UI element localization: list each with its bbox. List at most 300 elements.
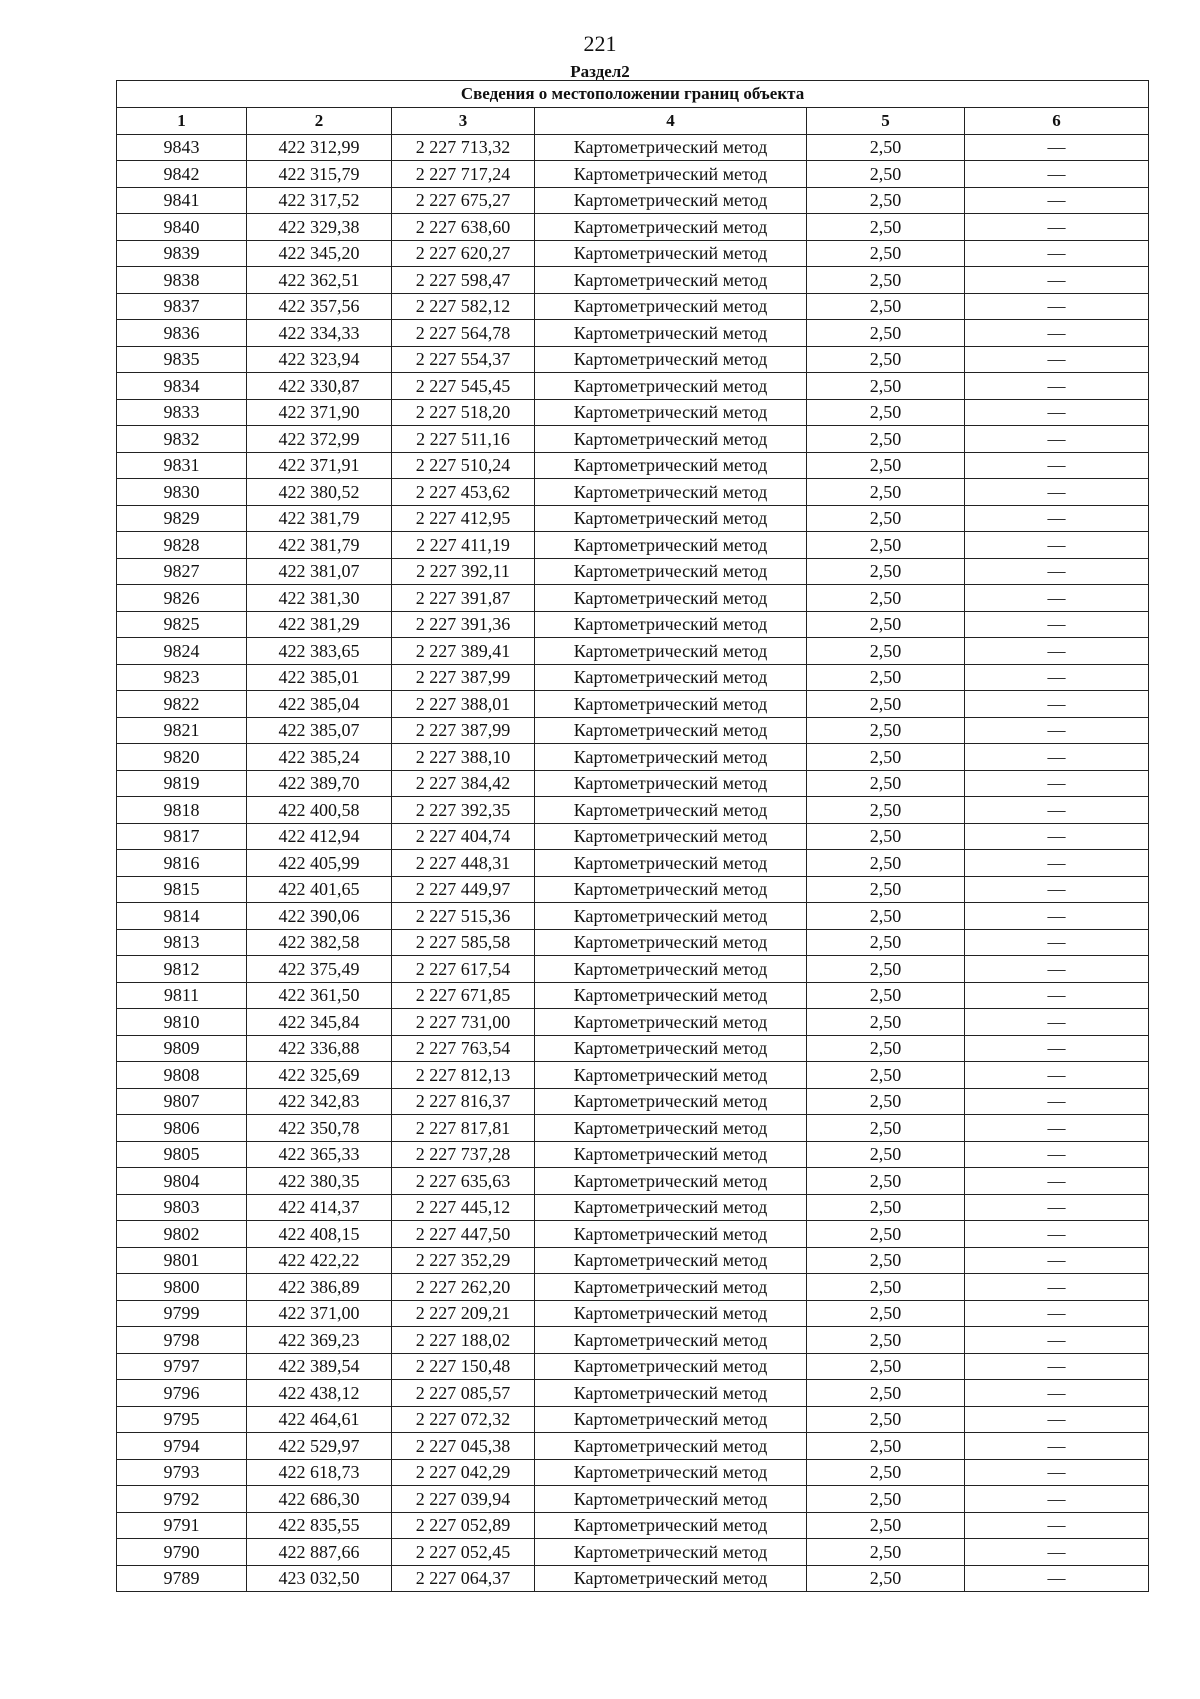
x-coordinate-cell: 422 618,73 (247, 1459, 392, 1486)
x-coordinate-cell: 422 414,37 (247, 1194, 392, 1221)
point-number-cell: 9823 (117, 664, 247, 691)
x-coordinate-cell: 422 385,24 (247, 744, 392, 771)
table-row (117, 1194, 1149, 1221)
method-cell: Картометрический метод (535, 134, 807, 161)
y-coordinate-cell: 2 227 262,20 (392, 1274, 535, 1301)
point-number-cell: 9835 (117, 346, 247, 373)
y-coordinate-cell: 2 227 052,89 (392, 1512, 535, 1539)
accuracy-cell: 2,50 (807, 187, 965, 214)
accuracy-cell: 2,50 (807, 1406, 965, 1433)
table-row (117, 532, 1149, 559)
point-number-cell: 9793 (117, 1459, 247, 1486)
x-coordinate-cell: 422 381,29 (247, 611, 392, 638)
description-cell: — (965, 558, 1149, 585)
y-coordinate-cell: 2 227 817,81 (392, 1115, 535, 1142)
column-header: 6 (965, 108, 1149, 135)
method-cell: Картометрический метод (535, 770, 807, 797)
description-cell: — (965, 1433, 1149, 1460)
table-row (117, 664, 1149, 691)
table-row (117, 452, 1149, 479)
table-row (117, 320, 1149, 347)
y-coordinate-cell: 2 227 391,87 (392, 585, 535, 612)
point-number-cell: 9798 (117, 1327, 247, 1354)
table-row (117, 797, 1149, 824)
description-cell: — (965, 1247, 1149, 1274)
accuracy-cell: 2,50 (807, 452, 965, 479)
method-cell: Картометрический метод (535, 929, 807, 956)
accuracy-cell: 2,50 (807, 558, 965, 585)
table-row (117, 1168, 1149, 1195)
method-cell: Картометрический метод (535, 823, 807, 850)
accuracy-cell: 2,50 (807, 373, 965, 400)
y-coordinate-cell: 2 227 064,37 (392, 1565, 535, 1592)
x-coordinate-cell: 422 350,78 (247, 1115, 392, 1142)
y-coordinate-cell: 2 227 731,00 (392, 1009, 535, 1036)
table-row (117, 426, 1149, 453)
point-number-cell: 9834 (117, 373, 247, 400)
table-row (117, 744, 1149, 771)
accuracy-cell: 2,50 (807, 1353, 965, 1380)
table-row (117, 293, 1149, 320)
y-coordinate-cell: 2 227 554,37 (392, 346, 535, 373)
column-header: 3 (392, 108, 535, 135)
point-number-cell: 9790 (117, 1539, 247, 1566)
table-row (117, 1433, 1149, 1460)
y-coordinate-cell: 2 227 518,20 (392, 399, 535, 426)
y-coordinate-cell: 2 227 085,57 (392, 1380, 535, 1407)
point-number-cell: 9826 (117, 585, 247, 612)
accuracy-cell: 2,50 (807, 903, 965, 930)
x-coordinate-cell: 422 371,90 (247, 399, 392, 426)
accuracy-cell: 2,50 (807, 399, 965, 426)
table-row (117, 1300, 1149, 1327)
y-coordinate-cell: 2 227 620,27 (392, 240, 535, 267)
method-cell: Картометрический метод (535, 1380, 807, 1407)
description-cell: — (965, 956, 1149, 983)
description-cell: — (965, 293, 1149, 320)
method-cell: Картометрический метод (535, 1035, 807, 1062)
method-cell: Картометрический метод (535, 664, 807, 691)
description-cell: — (965, 1565, 1149, 1592)
point-number-cell: 9818 (117, 797, 247, 824)
method-cell: Картометрический метод (535, 797, 807, 824)
table-row (117, 770, 1149, 797)
description-cell: — (965, 373, 1149, 400)
method-cell: Картометрический метод (535, 1168, 807, 1195)
point-number-cell: 9824 (117, 638, 247, 665)
accuracy-cell: 2,50 (807, 982, 965, 1009)
method-cell: Картометрический метод (535, 1009, 807, 1036)
method-cell: Картометрический метод (535, 161, 807, 188)
description-cell: — (965, 1035, 1149, 1062)
y-coordinate-cell: 2 227 388,01 (392, 691, 535, 718)
point-number-cell: 9838 (117, 267, 247, 294)
y-coordinate-cell: 2 227 392,35 (392, 797, 535, 824)
point-number-cell: 9828 (117, 532, 247, 559)
method-cell: Картометрический метод (535, 505, 807, 532)
point-number-cell: 9807 (117, 1088, 247, 1115)
point-number-cell: 9841 (117, 187, 247, 214)
accuracy-cell: 2,50 (807, 1512, 965, 1539)
y-coordinate-cell: 2 227 387,99 (392, 717, 535, 744)
description-cell: — (965, 479, 1149, 506)
point-number-cell: 9842 (117, 161, 247, 188)
point-number-cell: 9822 (117, 691, 247, 718)
x-coordinate-cell: 422 529,97 (247, 1433, 392, 1460)
x-coordinate-cell: 422 389,70 (247, 770, 392, 797)
description-cell: — (965, 214, 1149, 241)
method-cell: Картометрический метод (535, 1512, 807, 1539)
x-coordinate-cell: 422 386,89 (247, 1274, 392, 1301)
x-coordinate-cell: 422 382,58 (247, 929, 392, 956)
description-cell: — (965, 638, 1149, 665)
accuracy-cell: 2,50 (807, 744, 965, 771)
x-coordinate-cell: 422 405,99 (247, 850, 392, 877)
description-cell: — (965, 744, 1149, 771)
table-row (117, 399, 1149, 426)
y-coordinate-cell: 2 227 585,58 (392, 929, 535, 956)
accuracy-cell: 2,50 (807, 691, 965, 718)
x-coordinate-cell: 422 835,55 (247, 1512, 392, 1539)
table-row (117, 1035, 1149, 1062)
x-coordinate-cell: 422 336,88 (247, 1035, 392, 1062)
method-cell: Картометрический метод (535, 611, 807, 638)
y-coordinate-cell: 2 227 598,47 (392, 267, 535, 294)
section-title: Раздел2 (570, 62, 630, 81)
accuracy-cell: 2,50 (807, 1327, 965, 1354)
method-cell: Картометрический метод (535, 1433, 807, 1460)
method-cell: Картометрический метод (535, 558, 807, 585)
point-number-cell: 9827 (117, 558, 247, 585)
x-coordinate-cell: 422 385,07 (247, 717, 392, 744)
accuracy-cell: 2,50 (807, 929, 965, 956)
table-row (117, 1380, 1149, 1407)
method-cell: Картометрический метод (535, 479, 807, 506)
accuracy-cell: 2,50 (807, 823, 965, 850)
method-cell: Картометрический метод (535, 744, 807, 771)
method-cell: Картометрический метод (535, 638, 807, 665)
point-number-cell: 9830 (117, 479, 247, 506)
y-coordinate-cell: 2 227 072,32 (392, 1406, 535, 1433)
x-coordinate-cell: 422 385,04 (247, 691, 392, 718)
y-coordinate-cell: 2 227 638,60 (392, 214, 535, 241)
description-cell: — (965, 664, 1149, 691)
point-number-cell: 9806 (117, 1115, 247, 1142)
description-cell: — (965, 267, 1149, 294)
x-coordinate-cell: 422 329,38 (247, 214, 392, 241)
point-number-cell: 9817 (117, 823, 247, 850)
y-coordinate-cell: 2 227 411,19 (392, 532, 535, 559)
x-coordinate-cell: 422 381,30 (247, 585, 392, 612)
description-cell: — (965, 717, 1149, 744)
method-cell: Картометрический метод (535, 1062, 807, 1089)
x-coordinate-cell: 422 380,35 (247, 1168, 392, 1195)
table-row (117, 823, 1149, 850)
table-row (117, 479, 1149, 506)
y-coordinate-cell: 2 227 717,24 (392, 161, 535, 188)
point-number-cell: 9809 (117, 1035, 247, 1062)
table-body (117, 134, 1149, 1592)
point-number-cell: 9821 (117, 717, 247, 744)
accuracy-cell: 2,50 (807, 1247, 965, 1274)
description-cell: — (965, 1141, 1149, 1168)
y-coordinate-cell: 2 227 545,45 (392, 373, 535, 400)
x-coordinate-cell: 422 330,87 (247, 373, 392, 400)
description-cell: — (965, 320, 1149, 347)
accuracy-cell: 2,50 (807, 611, 965, 638)
table-row (117, 1565, 1149, 1592)
y-coordinate-cell: 2 227 039,94 (392, 1486, 535, 1513)
y-coordinate-cell: 2 227 447,50 (392, 1221, 535, 1248)
accuracy-cell: 2,50 (807, 638, 965, 665)
y-coordinate-cell: 2 227 387,99 (392, 664, 535, 691)
table-row (117, 1406, 1149, 1433)
accuracy-cell: 2,50 (807, 1088, 965, 1115)
method-cell: Картометрический метод (535, 1565, 807, 1592)
point-number-cell: 9812 (117, 956, 247, 983)
point-number-cell: 9796 (117, 1380, 247, 1407)
table-caption-row (117, 81, 1149, 108)
method-cell: Картометрический метод (535, 1327, 807, 1354)
accuracy-cell: 2,50 (807, 532, 965, 559)
point-number-cell: 9829 (117, 505, 247, 532)
description-cell: — (965, 346, 1149, 373)
accuracy-cell: 2,50 (807, 664, 965, 691)
description-cell: — (965, 982, 1149, 1009)
point-number-cell: 9805 (117, 1141, 247, 1168)
description-cell: — (965, 876, 1149, 903)
x-coordinate-cell: 422 408,15 (247, 1221, 392, 1248)
description-cell: — (965, 1115, 1149, 1142)
y-coordinate-cell: 2 227 617,54 (392, 956, 535, 983)
method-cell: Картометрический метод (535, 585, 807, 612)
table-row (117, 267, 1149, 294)
table-row (117, 903, 1149, 930)
point-number-cell: 9810 (117, 1009, 247, 1036)
y-coordinate-cell: 2 227 453,62 (392, 479, 535, 506)
accuracy-cell: 2,50 (807, 161, 965, 188)
accuracy-cell: 2,50 (807, 797, 965, 824)
table-row (117, 161, 1149, 188)
description-cell: — (965, 1380, 1149, 1407)
y-coordinate-cell: 2 227 445,12 (392, 1194, 535, 1221)
y-coordinate-cell: 2 227 404,74 (392, 823, 535, 850)
y-coordinate-cell: 2 227 052,45 (392, 1539, 535, 1566)
accuracy-cell: 2,50 (807, 1141, 965, 1168)
table-row (117, 373, 1149, 400)
description-cell: — (965, 161, 1149, 188)
accuracy-cell: 2,50 (807, 267, 965, 294)
description-cell: — (965, 1512, 1149, 1539)
accuracy-cell: 2,50 (807, 134, 965, 161)
accuracy-cell: 2,50 (807, 1486, 965, 1513)
method-cell: Картометрический метод (535, 452, 807, 479)
method-cell: Картометрический метод (535, 1194, 807, 1221)
x-coordinate-cell: 422 381,07 (247, 558, 392, 585)
method-cell: Картометрический метод (535, 532, 807, 559)
description-cell: — (965, 532, 1149, 559)
y-coordinate-cell: 2 227 675,27 (392, 187, 535, 214)
x-coordinate-cell: 422 385,01 (247, 664, 392, 691)
description-cell: — (965, 1406, 1149, 1433)
description-cell: — (965, 1486, 1149, 1513)
point-number-cell: 9843 (117, 134, 247, 161)
description-cell: — (965, 1088, 1149, 1115)
x-coordinate-cell: 422 389,54 (247, 1353, 392, 1380)
point-number-cell: 9789 (117, 1565, 247, 1592)
point-number-cell: 9819 (117, 770, 247, 797)
accuracy-cell: 2,50 (807, 1300, 965, 1327)
description-cell: — (965, 1300, 1149, 1327)
table-row (117, 717, 1149, 744)
boundary-coordinates-table (116, 80, 1149, 1592)
method-cell: Картометрический метод (535, 1539, 807, 1566)
y-coordinate-cell: 2 227 763,54 (392, 1035, 535, 1062)
table-row (117, 876, 1149, 903)
x-coordinate-cell: 422 381,79 (247, 505, 392, 532)
method-cell: Картометрический метод (535, 956, 807, 983)
description-cell: — (965, 1221, 1149, 1248)
point-number-cell: 9813 (117, 929, 247, 956)
y-coordinate-cell: 2 227 515,36 (392, 903, 535, 930)
method-cell: Картометрический метод (535, 373, 807, 400)
accuracy-cell: 2,50 (807, 1221, 965, 1248)
x-coordinate-cell: 423 032,50 (247, 1565, 392, 1592)
table-row (117, 1141, 1149, 1168)
point-number-cell: 9814 (117, 903, 247, 930)
description-cell: — (965, 850, 1149, 877)
table-row (117, 1353, 1149, 1380)
point-number-cell: 9836 (117, 320, 247, 347)
description-cell: — (965, 1062, 1149, 1089)
method-cell: Картометрический метод (535, 346, 807, 373)
description-cell: — (965, 1274, 1149, 1301)
method-cell: Картометрический метод (535, 903, 807, 930)
table-row (117, 956, 1149, 983)
x-coordinate-cell: 422 345,84 (247, 1009, 392, 1036)
method-cell: Картометрический метод (535, 717, 807, 744)
accuracy-cell: 2,50 (807, 1539, 965, 1566)
accuracy-cell: 2,50 (807, 1380, 965, 1407)
method-cell: Картометрический метод (535, 1353, 807, 1380)
accuracy-cell: 2,50 (807, 850, 965, 877)
x-coordinate-cell: 422 345,20 (247, 240, 392, 267)
method-cell: Картометрический метод (535, 876, 807, 903)
accuracy-cell: 2,50 (807, 1035, 965, 1062)
accuracy-cell: 2,50 (807, 214, 965, 241)
table-row (117, 929, 1149, 956)
description-cell: — (965, 187, 1149, 214)
point-number-cell: 9802 (117, 1221, 247, 1248)
column-header: 2 (247, 108, 392, 135)
method-cell: Картометрический метод (535, 1115, 807, 1142)
description-cell: — (965, 1327, 1149, 1354)
point-number-cell: 9795 (117, 1406, 247, 1433)
description-cell: — (965, 452, 1149, 479)
description-cell: — (965, 505, 1149, 532)
point-number-cell: 9801 (117, 1247, 247, 1274)
table-row (117, 1512, 1149, 1539)
x-coordinate-cell: 422 317,52 (247, 187, 392, 214)
description-cell: — (965, 399, 1149, 426)
table-caption: Сведения о местоположении границ объекта (117, 81, 1149, 108)
method-cell: Картометрический метод (535, 1459, 807, 1486)
description-cell: — (965, 426, 1149, 453)
description-cell: — (965, 797, 1149, 824)
x-coordinate-cell: 422 390,06 (247, 903, 392, 930)
table-row (117, 1009, 1149, 1036)
accuracy-cell: 2,50 (807, 1274, 965, 1301)
method-cell: Картометрический метод (535, 426, 807, 453)
y-coordinate-cell: 2 227 812,13 (392, 1062, 535, 1089)
accuracy-cell: 2,50 (807, 770, 965, 797)
accuracy-cell: 2,50 (807, 1565, 965, 1592)
method-cell: Картометрический метод (535, 850, 807, 877)
y-coordinate-cell: 2 227 635,63 (392, 1168, 535, 1195)
description-cell: — (965, 1194, 1149, 1221)
x-coordinate-cell: 422 315,79 (247, 161, 392, 188)
accuracy-cell: 2,50 (807, 293, 965, 320)
x-coordinate-cell: 422 323,94 (247, 346, 392, 373)
point-number-cell: 9832 (117, 426, 247, 453)
page-number: 221 (583, 31, 617, 56)
description-cell: — (965, 903, 1149, 930)
accuracy-cell: 2,50 (807, 876, 965, 903)
description-cell: — (965, 585, 1149, 612)
table-row (117, 1486, 1149, 1513)
x-coordinate-cell: 422 361,50 (247, 982, 392, 1009)
column-header: 1 (117, 108, 247, 135)
accuracy-cell: 2,50 (807, 1115, 965, 1142)
method-cell: Картометрический метод (535, 691, 807, 718)
y-coordinate-cell: 2 227 448,31 (392, 850, 535, 877)
y-coordinate-cell: 2 227 391,36 (392, 611, 535, 638)
method-cell: Картометрический метод (535, 187, 807, 214)
x-coordinate-cell: 422 383,65 (247, 638, 392, 665)
y-coordinate-cell: 2 227 389,41 (392, 638, 535, 665)
table-row (117, 1221, 1149, 1248)
table-row (117, 611, 1149, 638)
x-coordinate-cell: 422 312,99 (247, 134, 392, 161)
x-coordinate-cell: 422 357,56 (247, 293, 392, 320)
table-row (117, 585, 1149, 612)
x-coordinate-cell: 422 686,30 (247, 1486, 392, 1513)
method-cell: Картометрический метод (535, 320, 807, 347)
x-coordinate-cell: 422 401,65 (247, 876, 392, 903)
table-row (117, 187, 1149, 214)
method-cell: Картометрический метод (535, 1406, 807, 1433)
y-coordinate-cell: 2 227 209,21 (392, 1300, 535, 1327)
point-number-cell: 9820 (117, 744, 247, 771)
x-coordinate-cell: 422 887,66 (247, 1539, 392, 1566)
method-cell: Картометрический метод (535, 982, 807, 1009)
method-cell: Картометрический метод (535, 240, 807, 267)
description-cell: — (965, 1168, 1149, 1195)
method-cell: Картометрический метод (535, 1274, 807, 1301)
x-coordinate-cell: 422 464,61 (247, 1406, 392, 1433)
point-number-cell: 9811 (117, 982, 247, 1009)
y-coordinate-cell: 2 227 564,78 (392, 320, 535, 347)
y-coordinate-cell: 2 227 412,95 (392, 505, 535, 532)
table-row (117, 240, 1149, 267)
table-row (117, 346, 1149, 373)
accuracy-cell: 2,50 (807, 479, 965, 506)
method-cell: Картометрический метод (535, 1221, 807, 1248)
point-number-cell: 9840 (117, 214, 247, 241)
table-row (117, 850, 1149, 877)
table-row (117, 558, 1149, 585)
y-coordinate-cell: 2 227 392,11 (392, 558, 535, 585)
